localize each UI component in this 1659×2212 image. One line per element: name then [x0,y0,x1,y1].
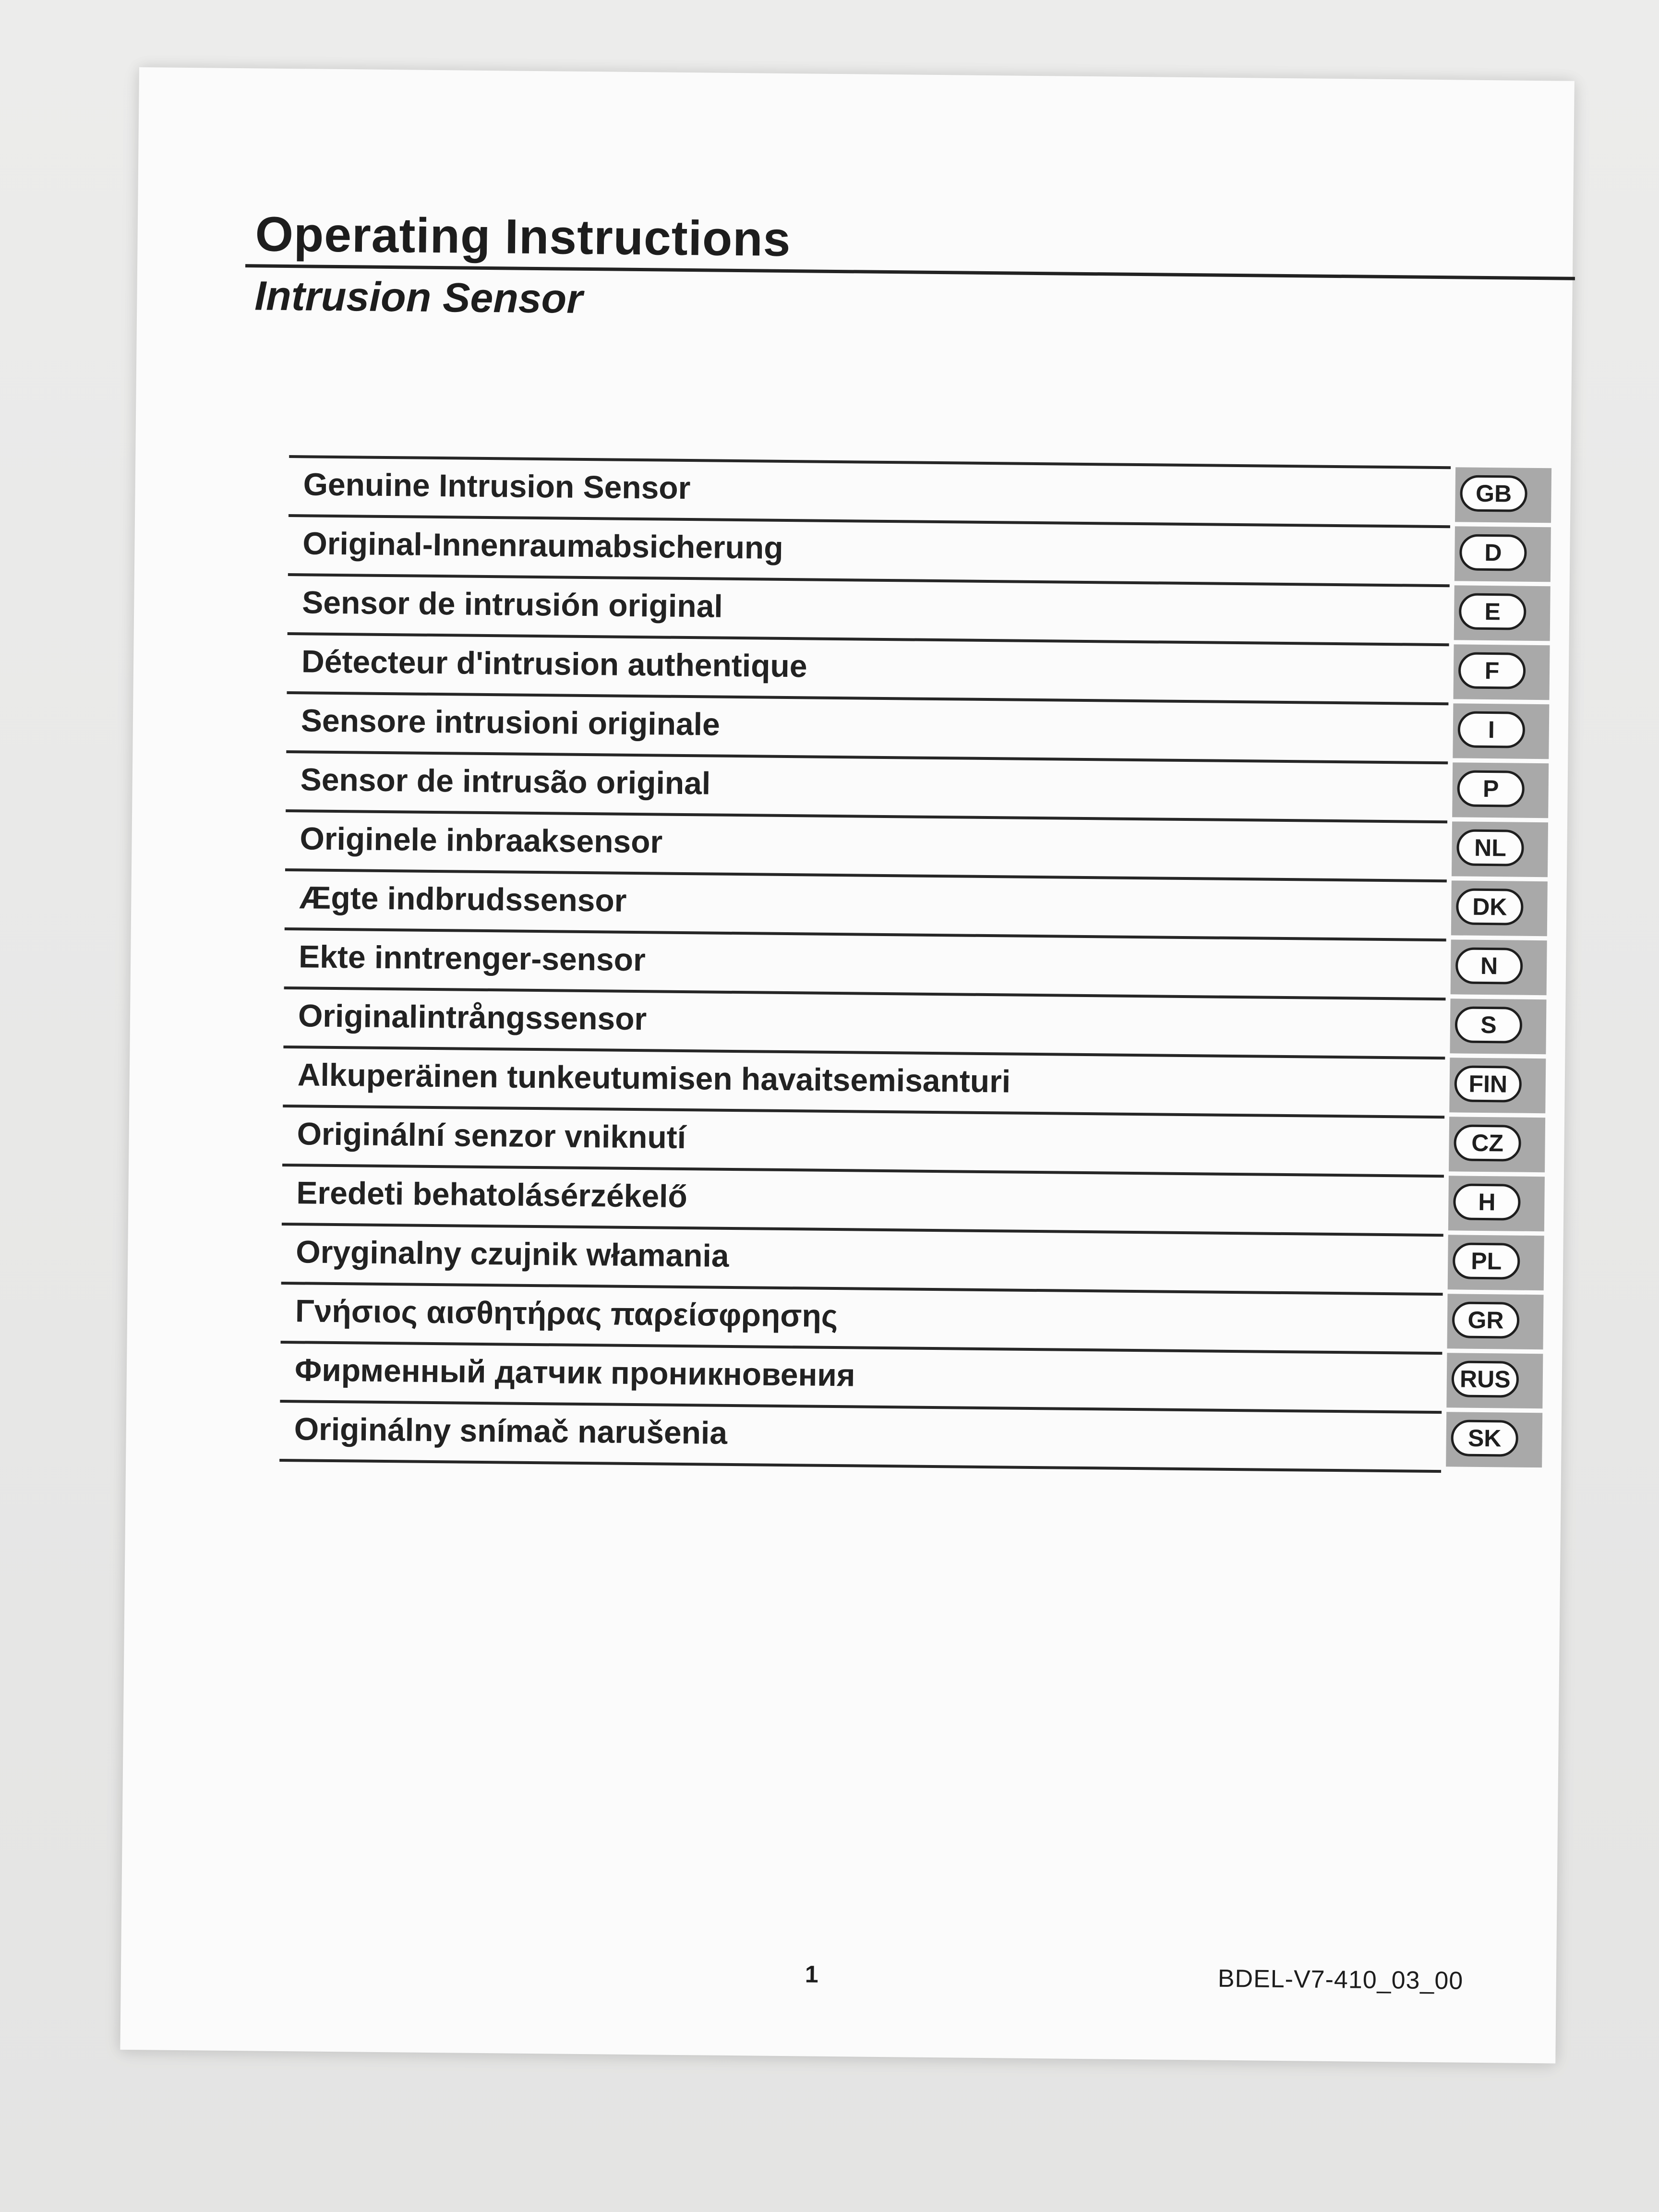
instruction-sheet [120,67,1575,2064]
language-index [279,455,1580,1530]
language-title: Détecteur d'intrusion authentique [301,643,807,684]
language-code-badge: N [1455,947,1523,984]
document-title: Operating Instructions [255,206,791,267]
language-title: Ekte inntrenger-sensor [298,938,646,978]
language-title: Alkuperäinen tunkeutumisen havaitsemisanturi [297,1057,1011,1099]
language-title: Originálny snímač narušenia [294,1411,728,1451]
language-list-end [279,1459,1571,1530]
language-code-badge: DK [1456,888,1524,925]
page-number: 1 [805,1960,819,1988]
language-title: Originální senzor vniknutí [297,1116,686,1155]
language-title: Ægte indbrudssensor [299,879,627,918]
language-code-badge: D [1459,534,1527,571]
language-title: Γνήσιος αισθητήρας παρείσφρησης [295,1293,838,1334]
language-code-badge: GB [1460,475,1527,512]
language-title: Originalintrångssensor [298,998,647,1037]
language-title: Sensor de intrusão original [300,761,711,801]
language-title: Sensor de intrusión original [301,584,723,624]
language-code-badge: E [1459,593,1527,630]
language-code-badge: NL [1456,829,1524,866]
language-code-badge: I [1458,711,1526,748]
language-code-badge: S [1455,1006,1523,1043]
document-code: BDEL-V7-410_03_00 [1217,1964,1464,1995]
document-header [245,207,1575,335]
language-code-badge: FIN [1454,1065,1522,1102]
language-code-badge: CZ [1454,1124,1521,1161]
language-title: Genuine Intrusion Sensor [303,466,691,506]
language-code-badge: SK [1451,1419,1518,1456]
language-title: Oryginalny czujnik włamania [295,1234,729,1274]
language-code-badge: H [1453,1183,1521,1220]
language-title: Фирменный датчик проникновения [294,1352,855,1393]
language-title: Eredeti behatolásérzékelő [296,1175,688,1214]
language-code-badge: F [1458,652,1526,689]
language-title: Original-Innenraumabsicherung [302,525,783,565]
language-code-badge: PL [1453,1242,1520,1279]
language-title: Originele inbraaksensor [300,820,663,860]
language-code-badge: P [1457,770,1525,807]
language-code-badge: RUS [1452,1360,1519,1397]
language-title: Sensore intrusioni originale [301,702,721,742]
language-code-badge: GR [1452,1301,1520,1338]
document-subtitle: Intrusion Sensor [254,273,583,322]
